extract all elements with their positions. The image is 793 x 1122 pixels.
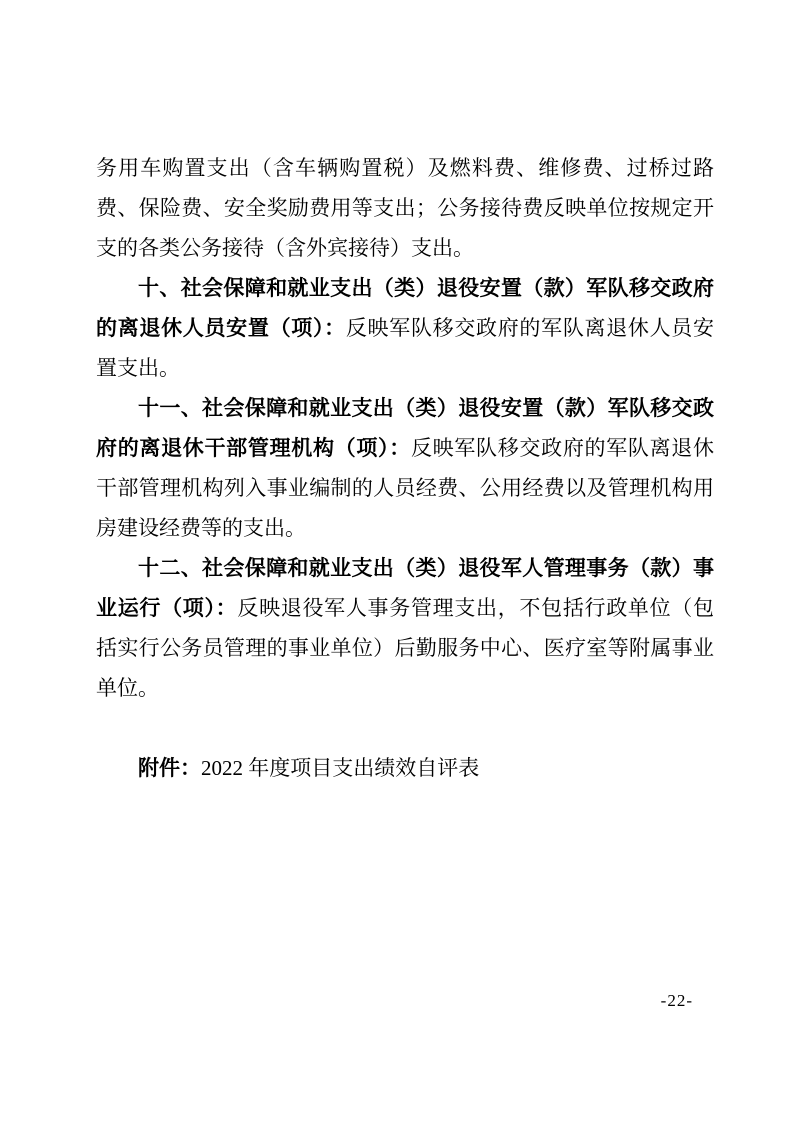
body-paragraph-item-11	[96, 388, 714, 548]
body-paragraph-item-10	[96, 268, 714, 388]
document-body	[96, 148, 714, 788]
paragraph-text: 反映退役军人事务管理支出，不包括行政单位（包括实行公务员管理的事业单位）后勤服务中心、医疗室等附属事业单位。	[96, 596, 714, 700]
page-number: -22-	[660, 991, 693, 1010]
attachment-title: 2022 年度项目支出绩效自评表	[201, 756, 480, 780]
paragraph-text: 反映军队移交政府的军队离退休人员安置支出。	[96, 316, 715, 380]
paragraph-lead: 十二、社会保障和就业支出（类）退役军人管理事务（款）事业运行（项）：	[96, 556, 714, 620]
attachment-line	[96, 748, 714, 788]
paragraph-lead: 十、社会保障和就业支出（类）退役安置（款）军队移交政府的离退休人员安置（项）：	[96, 276, 714, 340]
paragraph-text: 务用车购置支出（含车辆购置税）及燃料费、维修费、过桥过路费、保险费、安全奖励费用等支出；公务接待费反映单位按规定开支的各类公务接待（含外宾接待）支出。	[96, 156, 714, 260]
body-paragraph-item-12	[96, 548, 714, 708]
attachment-label: 附件：	[138, 756, 201, 780]
paragraph-lead: 十一、社会保障和就业支出（类）退役安置（款）军队移交政府的离退休干部管理机构（项）：	[96, 396, 714, 460]
body-paragraph-continuation	[96, 148, 714, 268]
paragraph-text: 反映军队移交政府的军队离退休干部管理机构列入事业编制的人员经费、公用经费以及管理机构用房建设经费等的支出。	[96, 436, 715, 540]
